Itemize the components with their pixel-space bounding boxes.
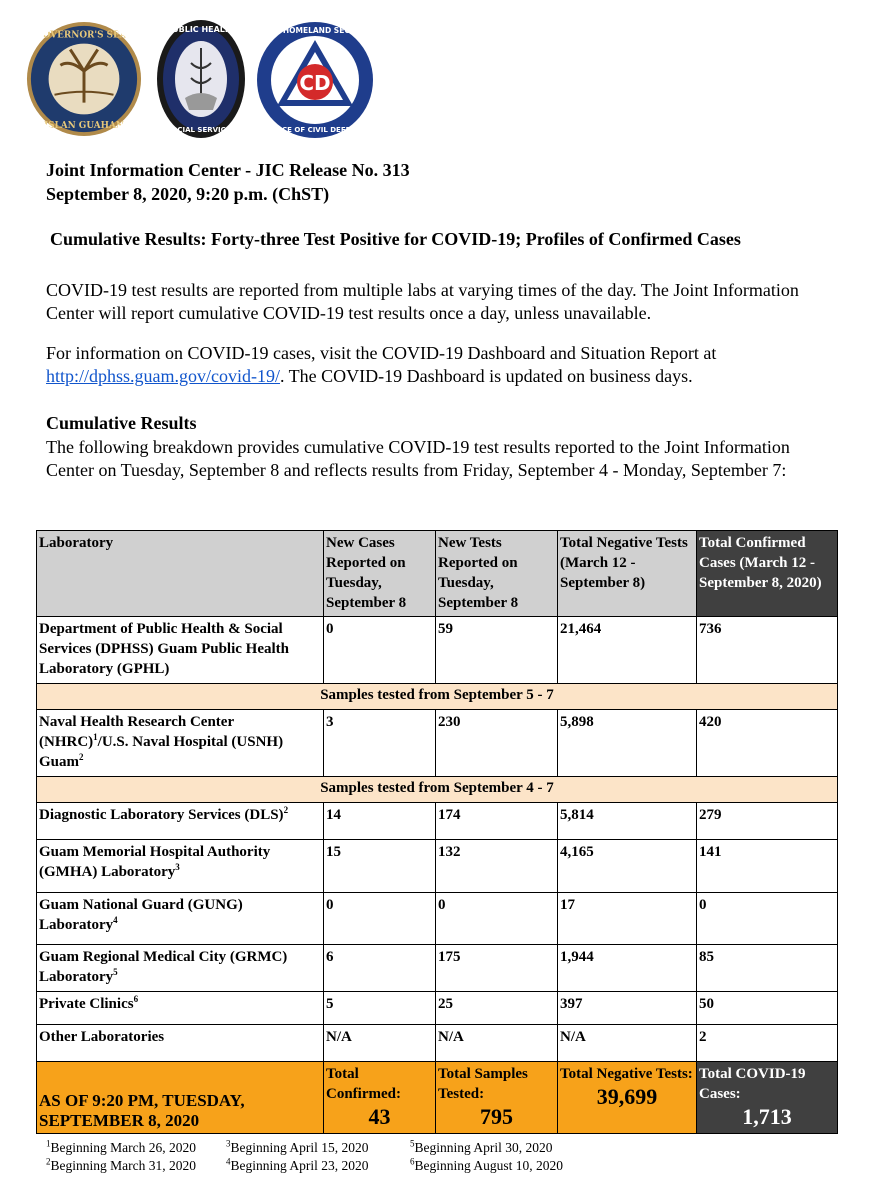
lab-name <box>37 893 324 945</box>
header-new-cases: New Cases Reported on Tuesday, September 8 <box>324 531 436 617</box>
footnote-text: Beginning April 30, 2020 <box>414 1140 553 1155</box>
table-band-row <box>37 684 838 710</box>
new-cases-cell: 6 <box>324 945 436 992</box>
intro-paragraph: COVID-19 test results are reported from multiple labs at varying times of the day. The Joint Information Center will report cumulative COVID-19 test results once a day, unless unavailable. <box>46 280 799 323</box>
negative-cell: 21,464 <box>558 617 697 684</box>
header-laboratory: Laboratory <box>37 531 324 617</box>
table-row <box>37 617 838 684</box>
total-samples-value: 795 <box>480 1104 513 1129</box>
governors-seal-logo <box>25 20 143 138</box>
table-row <box>37 710 838 777</box>
dashboard-tail: . The COVID-19 Dashboard is updated on business days. <box>280 366 693 386</box>
total-samples-label: Total Samples Tested: <box>438 1066 528 1102</box>
footnote-text: Beginning April 23, 2020 <box>230 1158 369 1173</box>
footnote-text: Beginning August 10, 2020 <box>414 1158 564 1173</box>
release-date: September 8, 2020, 9:20 p.m. (ChST) <box>46 184 330 204</box>
footnote <box>410 1139 553 1157</box>
footnote <box>410 1157 563 1175</box>
new-tests-cell: 0 <box>436 893 558 945</box>
footnote-text: Beginning March 26, 2020 <box>50 1140 196 1155</box>
negative-cell: 17 <box>558 893 697 945</box>
footnote-ref: 5 <box>113 967 118 977</box>
new-tests-cell: 25 <box>436 992 558 1025</box>
totals-row <box>37 1062 838 1134</box>
total-negative-value: 39,699 <box>596 1084 658 1109</box>
public-health-seal-logo <box>155 18 247 140</box>
footnote-ref: 2 <box>283 805 289 815</box>
lab-name-text: Diagnostic Laboratory Services (DLS) <box>39 807 284 823</box>
lab-name-text: Guam Regional Medical City (GRMC) Laboratory <box>39 949 288 985</box>
total-samples-cell <box>436 1062 558 1134</box>
lab-name-part: Naval Health Research Center (NHRC) <box>39 714 234 750</box>
table-band-row <box>37 777 838 803</box>
total-negative-label: Total Negative Tests: <box>560 1066 693 1082</box>
lab-name-text: Guam Memorial Hospital Authority (GMHA) Laboratory <box>39 844 271 880</box>
confirmed-cell: 736 <box>697 617 838 684</box>
new-tests-cell: 175 <box>436 945 558 992</box>
confirmed-cell: 2 <box>697 1025 838 1062</box>
confirmed-cell: 0 <box>697 893 838 945</box>
lab-name-part: /U.S. Naval Hospital (USNH) Guam <box>39 734 284 770</box>
footnote-ref: 4 <box>113 915 118 925</box>
confirmed-cell: 85 <box>697 945 838 992</box>
page-title: Cumulative Results: Forty-three Test Positive for COVID-19; Profiles of Confirmed Cases <box>50 229 741 249</box>
footnote-number: 6 <box>410 1156 415 1167</box>
table-header-row <box>37 531 838 617</box>
footnote-number: 5 <box>410 1138 415 1149</box>
footnote <box>46 1139 196 1157</box>
negative-cell: 4,165 <box>558 840 697 893</box>
footnote-ref: 3 <box>175 862 180 872</box>
cumulative-results-heading: Cumulative Results <box>46 413 197 433</box>
confirmed-cell: 141 <box>697 840 838 893</box>
lab-name <box>37 840 324 893</box>
svg-text:GOVERNOR'S SEAL: GOVERNOR'S SEAL <box>35 30 133 41</box>
footnote-number: 4 <box>226 1156 231 1167</box>
footnote-number: 2 <box>46 1156 51 1167</box>
footnote-text: Beginning March 31, 2020 <box>50 1158 196 1173</box>
footnote <box>226 1139 369 1157</box>
dashboard-link[interactable]: http://dphss.guam.gov/covid-19/ <box>46 366 280 386</box>
table-row <box>37 1025 838 1062</box>
table-row <box>37 992 838 1025</box>
new-cases-cell: N/A <box>324 1025 436 1062</box>
total-cases-cell <box>697 1062 838 1134</box>
new-cases-cell: 5 <box>324 992 436 1025</box>
negative-cell: N/A <box>558 1025 697 1062</box>
svg-text:PUBLIC HEALTH: PUBLIC HEALTH <box>166 25 236 34</box>
dashboard-paragraph <box>46 342 836 388</box>
footnote <box>226 1157 369 1175</box>
footnote-ref: 6 <box>133 994 139 1004</box>
band-label: Samples tested from September 5 - 7 <box>37 684 838 710</box>
confirmed-cell: 420 <box>697 710 838 777</box>
negative-cell: 1,944 <box>558 945 697 992</box>
lab-name: Other Laboratories <box>37 1025 324 1062</box>
new-tests-cell: 59 <box>436 617 558 684</box>
footnote <box>46 1157 196 1175</box>
results-table <box>36 530 838 1134</box>
svg-text:OFFICE OF CIVIL DEFENSE: OFFICE OF CIVIL DEFENSE <box>263 126 367 134</box>
new-tests-cell: 132 <box>436 840 558 893</box>
svg-text:SOCIAL SERVICES: SOCIAL SERVICES <box>166 126 236 134</box>
new-tests-cell: 174 <box>436 803 558 840</box>
new-cases-cell: 3 <box>324 710 436 777</box>
lab-name <box>37 992 324 1025</box>
new-cases-cell: 0 <box>324 617 436 684</box>
svg-text:ISLAN GUAHAN: ISLAN GUAHAN <box>44 121 124 132</box>
table-row <box>37 893 838 945</box>
footnote-text: Beginning April 15, 2020 <box>230 1140 369 1155</box>
breakdown-paragraph: The following breakdown provides cumulative COVID-19 test results reported to the Joint Information Center on Tuesday, September 8 and reflects results from Friday, September 4 - Monday, September 7: <box>46 437 790 480</box>
negative-cell: 5,814 <box>558 803 697 840</box>
confirmed-cell: 50 <box>697 992 838 1025</box>
total-cases-label: Total COVID-19 Cases: <box>699 1066 806 1102</box>
release-number: Joint Information Center - JIC Release No. 313 <box>46 160 410 180</box>
lab-name <box>37 803 324 840</box>
lab-name-text: Private Clinics <box>39 996 134 1012</box>
negative-cell: 5,898 <box>558 710 697 777</box>
confirmed-cell: 279 <box>697 803 838 840</box>
footnote-number: 1 <box>46 1138 51 1149</box>
lab-name <box>37 945 324 992</box>
svg-text:GUAM HOMELAND SECURITY: GUAM HOMELAND SECURITY <box>255 26 375 35</box>
new-cases-cell: 14 <box>324 803 436 840</box>
header-total-negative: Total Negative Tests (March 12 - September 8) <box>558 531 697 617</box>
band-label: Samples tested from September 4 - 7 <box>37 777 838 803</box>
table-row <box>37 945 838 992</box>
new-cases-cell: 15 <box>324 840 436 893</box>
total-confirmed-cell <box>324 1062 436 1134</box>
header-total-confirmed: Total Confirmed Cases (March 12 - September 8, 2020) <box>697 531 838 617</box>
total-confirmed-value: 43 <box>368 1104 391 1129</box>
lab-name: Department of Public Health & Social Services (DPHSS) Guam Public Health Laboratory (GPHL) <box>37 617 324 684</box>
lab-name-text: Guam National Guard (GUNG) Laboratory <box>39 897 243 933</box>
total-negative-cell <box>558 1062 697 1134</box>
footnote-number: 3 <box>226 1138 231 1149</box>
table-row <box>37 803 838 840</box>
dashboard-text: For information on COVID-19 cases, visit the COVID-19 Dashboard and Situation Report at <box>46 343 717 363</box>
footnote-ref: 1 <box>93 732 98 742</box>
new-tests-cell: 230 <box>436 710 558 777</box>
negative-cell: 397 <box>558 992 697 1025</box>
homeland-security-seal-logo <box>255 20 375 140</box>
total-cases-value: 1,713 <box>742 1104 792 1129</box>
svg-text:CD: CD <box>299 71 331 95</box>
table-row <box>37 840 838 893</box>
new-cases-cell: 0 <box>324 893 436 945</box>
header-new-tests: New Tests Reported on Tuesday, September 8 <box>436 531 558 617</box>
total-confirmed-label: Total Confirmed: <box>326 1066 401 1102</box>
totals-label: AS OF 9:20 PM, TUESDAY, SEPTEMBER 8, 2020 <box>37 1062 324 1134</box>
new-tests-cell: N/A <box>436 1025 558 1062</box>
footnote-ref: 2 <box>79 752 84 762</box>
lab-name <box>37 710 324 777</box>
